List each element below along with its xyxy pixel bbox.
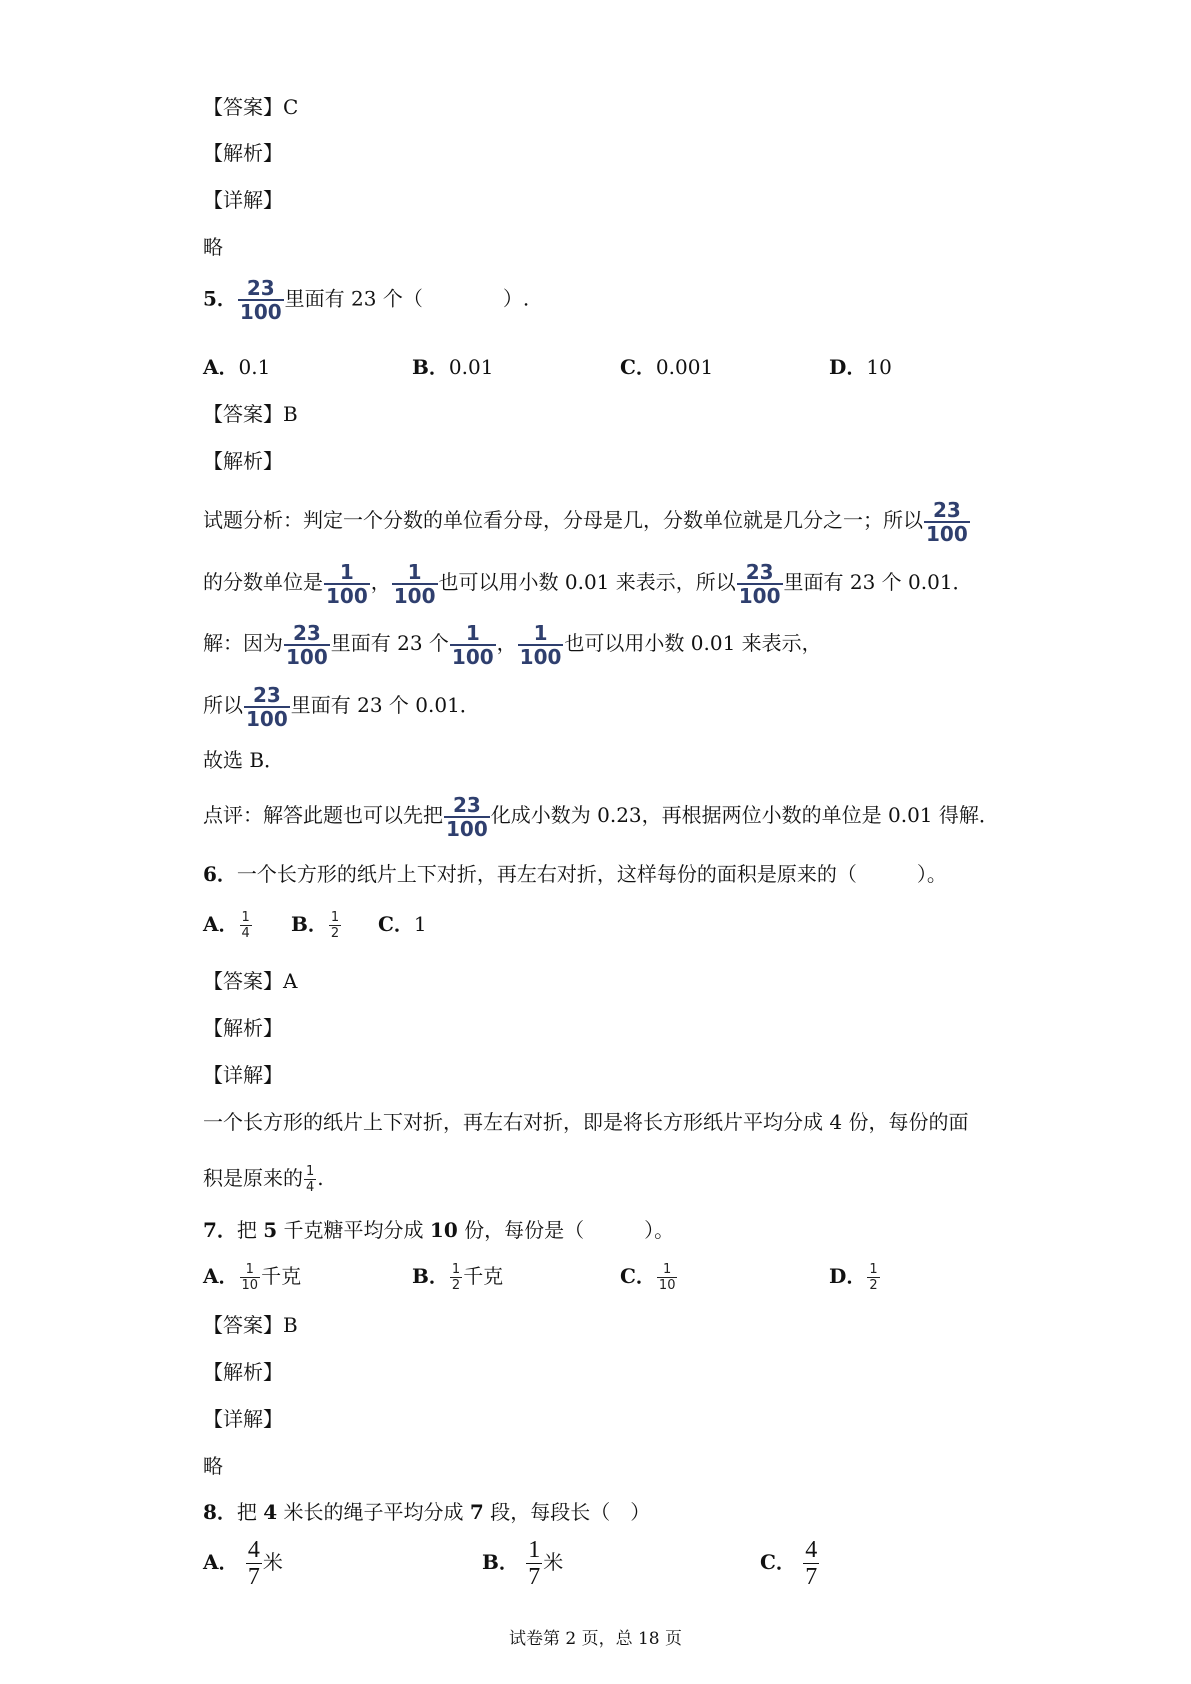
- q4-analysis-tag: 【解析】: [203, 141, 283, 165]
- q6-answer: 【答案】A: [203, 969, 298, 993]
- q4-answer: 【答案】C: [203, 95, 299, 119]
- q5-option-d[interactable]: D．10: [829, 355, 892, 379]
- q5-review: 点评：解答此题也可以先把 $\frac{23}{100}$ 化成小数为 0.23，再根据两位小数的单位是 0.01 得解．: [203, 792, 999, 841]
- q6-detail-line1: 一个长方形的纸片上下对折，再左右对折，即是将长方形纸片平均分成 4 份，每份的面: [203, 1110, 969, 1134]
- q5-analysis-line1: 试题分析：判定一个分数的单位看分母，分母是几，分数单位就是几分之一；所以 $\frac{23}{100}$: [203, 497, 968, 546]
- q5-option-a[interactable]: A．0.1: [203, 355, 271, 379]
- q5-fraction: $\frac{23}{100}$: [239, 276, 282, 324]
- fraction-1-100: $\frac{1}{100}$: [451, 620, 494, 669]
- fraction-23-100: $\frac{23}{100}$: [286, 620, 328, 669]
- q5-analysis-tag: 【解析】: [203, 449, 283, 473]
- fraction-23-100: $\frac{23}{100}$: [446, 792, 488, 841]
- fraction-1-100: $\frac{1}{100}$: [519, 620, 562, 669]
- q5-text: 里面有 23 个（ ）.: [284, 286, 530, 311]
- page-footer: 试卷第 2 页，总 18 页: [508, 1629, 683, 1649]
- fraction-23-100: $\frac{23}{100}$: [926, 497, 968, 546]
- fraction-23-100: $\frac{23}{100}$: [738, 559, 781, 608]
- q5-answer: 【答案】B: [203, 402, 298, 426]
- q8-stem: 8．把 4 米长的绳子平均分成 7 段，每段长（ ）: [203, 1500, 651, 1524]
- q7-option-d[interactable]: D． $\frac{1}{2}$: [829, 1262, 878, 1293]
- q7-detail: 略: [203, 1454, 223, 1478]
- fraction-1-100: $\frac{1}{100}$: [326, 559, 368, 608]
- q8-number: 8．: [203, 1500, 237, 1524]
- q6-detail-tag: 【详解】: [203, 1063, 283, 1087]
- q6-text: 一个长方形的纸片上下对折，再左右对折，这样每份的面积是原来的（ ）。: [236, 862, 947, 886]
- q5-analysis-line2: 的分数单位是 $\frac{1}{100}$ ， $\frac{1}{100}$ 也可以用小数 0.01 来表示，所以 $\frac{23}{100}$ 里面有 23 个 0.01．: [203, 559, 973, 608]
- fraction-1-100: $\frac{1}{100}$: [393, 559, 436, 608]
- q7-option-a[interactable]: A． $\frac{1}{10}$ 千克: [203, 1262, 302, 1293]
- q6-detail-line2: 积是原来的 $\frac{1}{4}$ .: [203, 1164, 324, 1195]
- q6-stem: [203, 862, 947, 886]
- q7-option-c[interactable]: C． $\frac{1}{10}$: [620, 1262, 676, 1293]
- q4-detail-tag: 【详解】: [203, 188, 283, 212]
- q5-analysis-line3: 解：因为 $\frac{23}{100}$ 里面有 23 个 $\frac{1}{100}$ ， $\frac{1}{100}$ 也可以用小数 0.01 来表示，: [203, 620, 822, 669]
- q5-option-c[interactable]: C．0.001: [620, 355, 714, 379]
- q7-option-b[interactable]: B． $\frac{1}{2}$ 千克: [412, 1262, 504, 1293]
- q7-analysis-tag: 【解析】: [203, 1360, 283, 1384]
- q5-option-b[interactable]: B．0.01: [412, 355, 494, 379]
- q6-number: 6．: [203, 862, 237, 886]
- q6-option-a[interactable]: A． $\frac{1}{4}$: [203, 910, 250, 941]
- q5-stem: [203, 278, 529, 322]
- q7-stem: 7．把 5 千克糖平均分成 10 份，每份是（ ）。: [203, 1218, 675, 1242]
- q6-analysis-tag: 【解析】: [203, 1016, 283, 1040]
- q6-option-b[interactable]: B． $\frac{1}{2}$: [291, 910, 340, 941]
- q7-answer: 【答案】B: [203, 1313, 298, 1337]
- q5-analysis-line5: 故选 B．: [203, 748, 285, 772]
- fraction-23-100: $\frac{23}{100}$: [246, 682, 288, 731]
- q7-detail-tag: 【详解】: [203, 1407, 283, 1431]
- q8-option-a[interactable]: A． $\frac{4}{7}$ 米: [203, 1537, 283, 1590]
- q6-option-c[interactable]: C．1: [378, 912, 427, 936]
- q5-analysis-line4: 所以 $\frac{23}{100}$ 里面有 23 个 0.01．: [203, 682, 480, 731]
- q8-option-b[interactable]: B． $\frac{1}{7}$ 米: [482, 1537, 564, 1590]
- q5-number: 5．: [203, 286, 237, 311]
- q4-detail: 略: [203, 235, 223, 259]
- q8-option-c[interactable]: C． $\frac{4}{7}$: [760, 1537, 818, 1590]
- q7-number: 7．: [203, 1218, 237, 1242]
